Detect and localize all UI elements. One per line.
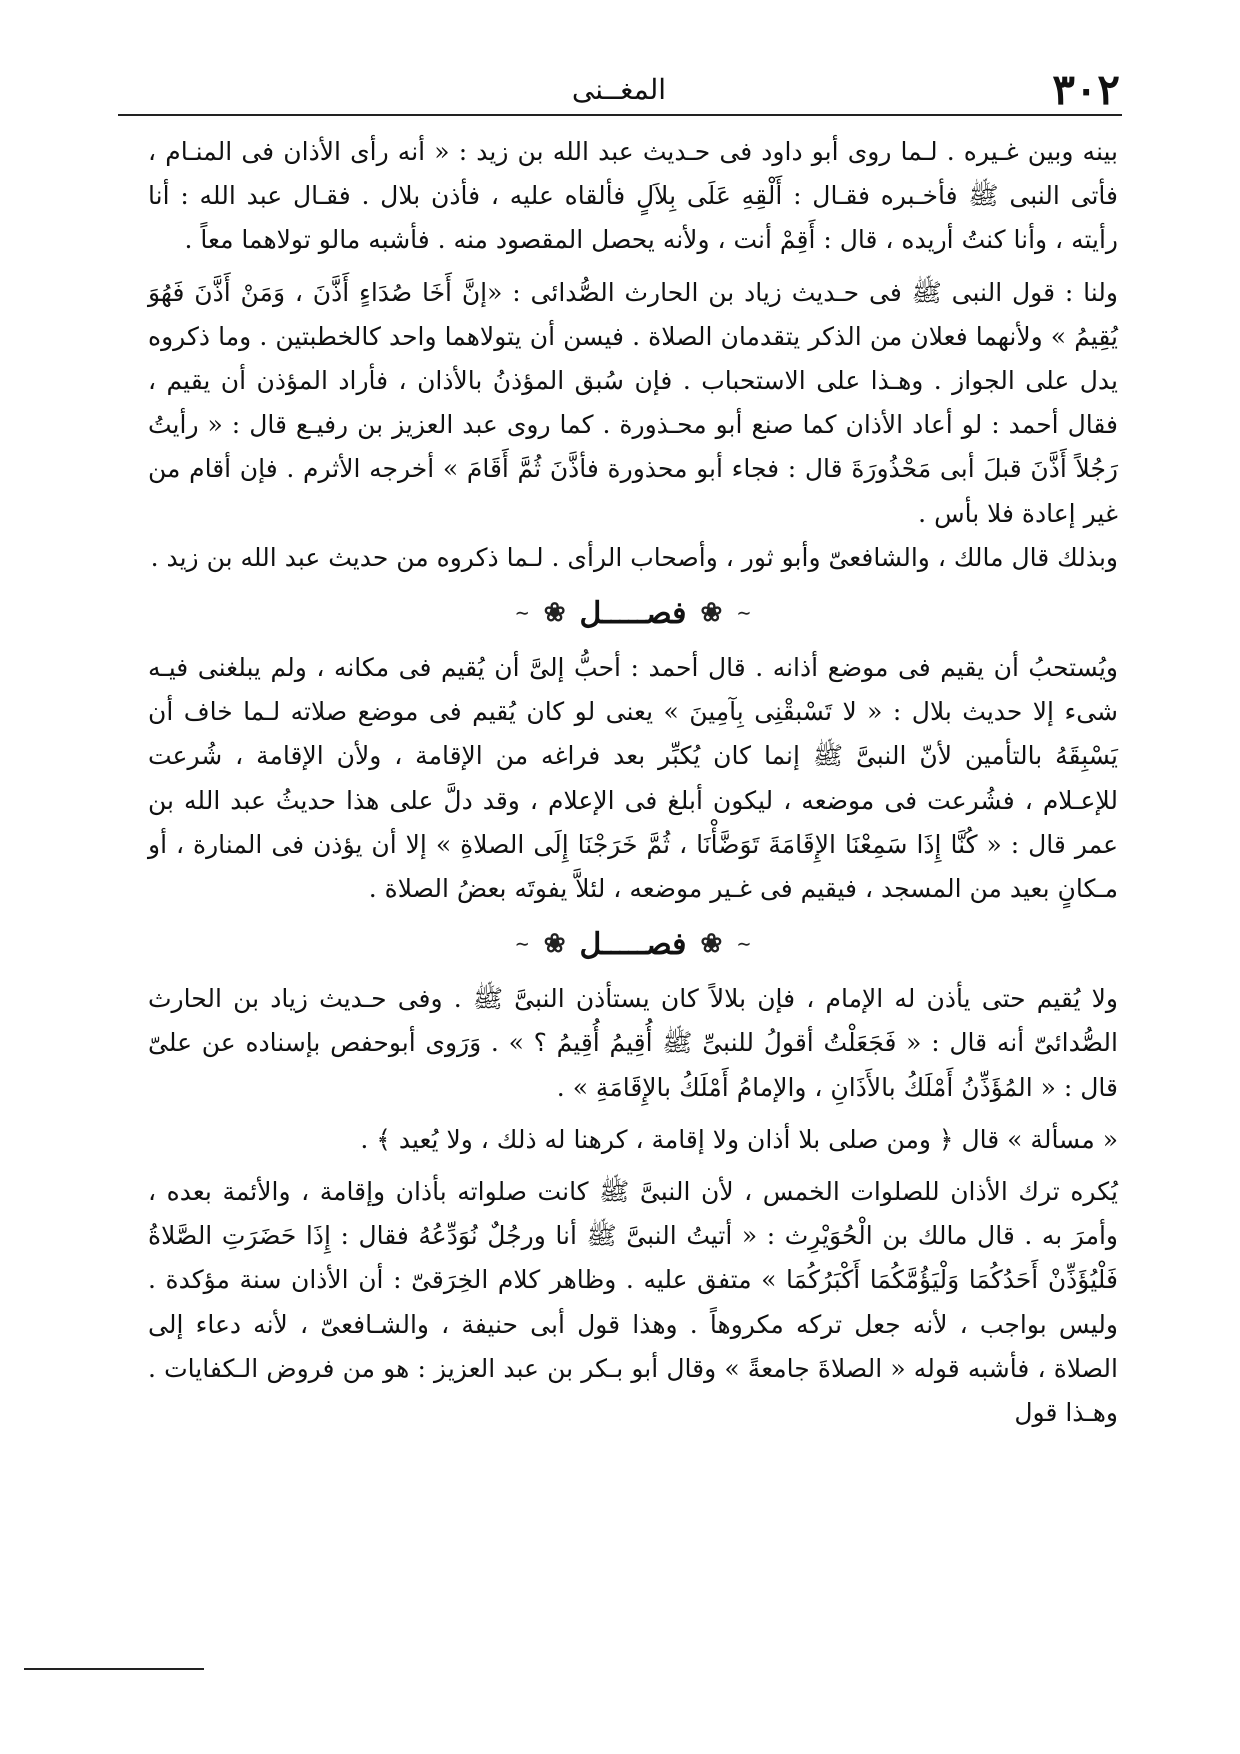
paragraph-3: وبذلك قال مالك ، والشافعىّ وأبو ثور ، وأصحاب الرأى . لـما ذكروه من حديث عبد الله بن زيد .: [150, 542, 1118, 572]
flower-ornament-icon: ❀: [700, 598, 723, 629]
running-title: المغــنى: [571, 73, 667, 106]
section-heading-1: [148, 580, 1118, 646]
flourish-ornament-icon: ∽: [736, 602, 752, 624]
flourish-ornament-icon: ∽: [514, 602, 530, 624]
paragraph-7: يُكره ترك الأذان للصلوات الخمس ، لأن النبىَّ ﷺ كانت صلواته بأذان وإقامة ، والأئمة بعده ، وأمرَ به . قال مالك بن الْحُوَيْرِث : « أتيتُ النبىَّ ﷺ أنا ورجُلٌ نُوَدِّعُهُ فقال : إِذَا حَضَرَتِ الصَّلاةُ فَلْيُؤَذِّنْ أَحَدُكُمَا وَلْيَؤُمَّكُمَا أَكْبَرُكُمَا » متفق عليه . وظاهر كلام الخِرَقىّ : أن الأذان سنة مؤكدة . وليس بواجب ، لأنه جعل تركه مكروهاً . وهذا قول أبى حنيفة ، والشـافعىّ ، لأنه دعاء إلى الصلاة ، فأشبه قوله « الصلاةَ جامعةً » وقال أبو بـكر بن عبد العزيز : هو من فروض الـكفايات . وهـذا قول: [148, 1177, 1118, 1428]
page-header: [118, 66, 1120, 114]
page-number: ٣٠٢: [1052, 65, 1120, 114]
page-body: [148, 130, 1118, 1435]
section-title: فصـــــل: [579, 926, 687, 962]
flourish-ornament-icon: ∽: [514, 933, 530, 955]
paragraph-2: ولنا : قول النبى ﷺ فى حـديث زياد بن الحارث الصُّدائى : «إنَّ أَخَا صُدَاءٍ أَذَّنَ ، وَمَنْ أَذَّنَ فَهُوَ يُقِيمُ » ولأنهما فعلان من الذكر يتقدمان الصلاة . فيسن أن يتولاهما واحد كالخطبتين . وما ذكروه يدل على الجواز . وهـذا على الاستحباب . فإن سُبق المؤذنُ بالأذان ، فأراد المؤذن أن يقيم ، فقال أحمد : لو أعاد الأذان كما صنع أبو محـذورة . كما روى عبد العزيز بن رفيـع قال : « رأيتُ رَجُلاً أَذَّنَ قبلَ أبى مَحْذُورَةَ قال : فجاء أبو محذورة فأذَّنَ ثُمَّ أَقَامَ » أخرجه الأثرم . فإن أقام من غير إعادة فلا بأس .: [148, 277, 1118, 528]
footer-rule: [24, 1668, 204, 1670]
flower-ornament-icon: ❀: [543, 598, 566, 629]
section-title: فصـــــل: [579, 595, 687, 631]
masala-statement: « مسألة » قال ﴿ ومن صلى بلا أذان ولا إقامة ، كرهنا له ذلك ، ولا يُعيد ﴾ .: [360, 1124, 1118, 1154]
paragraph-5: ولا يُقيم حتى يأذن له الإمام ، فإن بلالاً كان يستأذن النبىَّ ﷺ . وفى حـديث زياد بن الحارث الصُّدائىّ أنه قال : « فَجَعَلْتُ أقولُ للنبىِّ ﷺ أُقِيمُ أُقِيمُ ؟ » . وَرَوى أبوحفص بإسناده عن علىّ قال : « المُؤَذِّنُ أَمْلَكُ بالأَذَانِ ، والإمامُ أَمْلَكُ بالإِقَامَةِ » .: [148, 984, 1118, 1102]
flourish-ornament-icon: ∽: [736, 933, 752, 955]
paragraph-4: ويُستحبُ أن يقيم فى موضع أذانه . قال أحمد : أحبُّ إلىَّ أن يُقيم فى مكانه ، ولم يبلغنى فيـه شىء إلا حديث بلال : « لا تَسْبقْنِى بِآمِينَ » يعنى لو كان يُقيم فى موضع صلاته لـما خاف أن يَسْبِقَهُ بالتأمين لأنّ النبىَّ ﷺ إنما كان يُكبِّر بعد فراغه من الإقامة ، ولأن الإقامة ، شُرعت للإعـلام ، فشُرعت فى موضعه ، ليكون أبلغ فى الإعلام ، وقد دلَّ على هذا حديثُ عبد الله بن عمر قال : « كُنَّا إِذَا سَمِعْنَا الإِقَامَةَ تَوَضَّأْنَا ، ثُمَّ خَرَجْنَا إِلَى الصلاةِ » إلا أن يؤذن فى المنارة ، أو مـكانٍ بعيد من المسجد ، فيقيم فى غـير موضعه ، لئلاَّ يفوتَه بعضُ الصلاة .: [148, 653, 1118, 904]
flower-ornament-icon: ❀: [543, 929, 566, 960]
header-rule: [118, 114, 1122, 116]
flower-ornament-icon: ❀: [700, 929, 723, 960]
section-heading-2: [148, 911, 1118, 977]
paragraph-1: بينه وبين غـيره . لـما روى أبو داود فى حـديث عبد الله بن زيد : « أنه رأى الأذان فى المنـام ، فأتى النبى ﷺ فأخـبره فقـال : أَلْقِهِ عَلَى بِلاَلٍ فألقاه عليه ، فأذن بلال . فقـال عبد الله : أنا رأيته ، وأنا كنتُ أريده ، قال : أَقِمْ أنت ، ولأنه يحصل المقصود منه . فأشبه مالو تولاهما معاً .: [148, 137, 1118, 255]
